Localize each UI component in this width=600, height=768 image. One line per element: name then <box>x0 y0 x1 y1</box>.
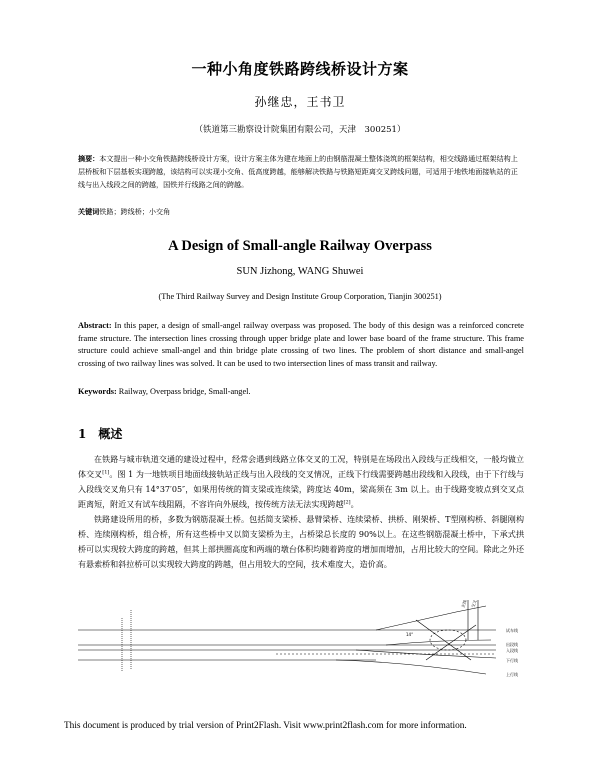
diverging-track <box>386 640 491 645</box>
chinese-keywords-label: 关键词 <box>78 207 100 216</box>
crossing-zone <box>430 630 466 650</box>
figure-label-right4: 下行线 <box>506 658 518 663</box>
trial-watermark-footer: This document is produced by trial version of Print2Flash. Visit www.print2flash.com for more information. <box>64 721 467 731</box>
chinese-authors: 孙继忠，王书卫 <box>254 95 346 109</box>
figure-label-right1: 试车线 <box>506 628 518 633</box>
chinese-keywords-text: 铁路；跨线桥；小交角 <box>99 207 171 216</box>
figure-label-right3: 入段线 <box>506 648 518 653</box>
chinese-abstract-text: 本文提出一种小交角铁路跨线桥设计方案，设计方案主体为建在地面上的由钢筋混凝土整体浇筑的框架结构，相交线路通过框架结构上层桥板和下层基板实现跨越，该结构可以实现小交角、低高度跨越，能够解决铁路与铁路短距离交叉跨线问题，可适用于地铁地面接轨站的正线与出入线段之间的跨越，国铁并行线路之间的跨越。 <box>78 154 518 189</box>
chinese-keywords <box>78 207 522 217</box>
diverging-track <box>376 606 486 630</box>
english-title: A Design of Small-angle Railway Overpass <box>168 238 432 254</box>
paragraph-1-text-b: 。图 1 为一地铁项目地面线接轨站正线与出入段线的交叉情况，正线下行线需要跨越出段线和入段线，由于下行线与入段线交叉角只有 14°37′05″，如果用传统的简支梁或连续梁，跨度达 40m，梁高须在 3m 以上。由于线路变坡点到交叉点距离短，附近又有试车线阻隔，不容许向外展线，按传统方法无法实现跨越 <box>78 470 524 510</box>
section-number: 1 <box>78 427 87 441</box>
body-paragraph-2: 铁路建设所用的桥，多数为钢筋混凝土桥。包括简支梁桥、悬臂梁桥、连续梁桥、拱桥、刚架桥、T型刚构桥、斜腿刚构桥、连续刚构桥，组合桥，所有这些桥中又以简支梁桥为主，占桥梁总长度的 90%以上。在这些钢筋混凝土桥中，下承式拱桥可以实现较大跨度的跨越，但其上部拱圈高度和两端的墩台体积均随着跨度的增加而增加，占用比较大的空间。除此之外还有悬索桥和斜拉桥可以实现较大跨度的跨越，但占用较大的空间，技术难度大，造价高。 <box>78 515 524 570</box>
chinese-title: 一种小角度铁路跨线桥设计方案 <box>191 60 409 78</box>
citation-1: [1] <box>102 469 110 476</box>
english-affiliation: (The Third Railway Survey and Design Institute Group Corporation, Tianjin 300251) <box>158 292 442 301</box>
track-layout-figure <box>76 600 536 682</box>
chinese-abstract <box>78 152 522 191</box>
paragraph-1-text-c: 。 <box>350 500 359 510</box>
body-paragraph-1 <box>78 452 524 512</box>
figure-label-top2: 交叉 <box>470 600 478 609</box>
section-heading <box>78 425 122 442</box>
english-keywords-text: Railway, Overpass bridge, Small-angel. <box>118 387 251 396</box>
english-keywords <box>78 387 524 396</box>
citation-2: [2] <box>343 499 351 506</box>
figure-label-right2: 出段线 <box>506 642 518 647</box>
figure-label-top1: 正线 <box>460 600 468 609</box>
english-abstract-text: In this paper, a design of small-angel railway overpass was proposed. The body of this design was a reinforced concrete frame structure. The intersection lines crossing through upper bridge plate and lower base board of the frame structure. This frame structure could achieve small-angel and thin bridge plate crossing of two lines. The problem of short distance and small-angel crossing of two railway lines was solved. It can be used to two intersection lines of mass transit and railway. <box>78 321 524 368</box>
english-abstract <box>78 320 524 370</box>
chinese-affiliation: （铁道第三勘察设计院集团有限公司，天津 300251） <box>194 125 406 135</box>
chinese-abstract-label: 摘要： <box>78 154 100 163</box>
figure-label-right5: 上行线 <box>506 672 518 677</box>
figure-label-angle: 14° <box>406 632 414 637</box>
section-title: 概述 <box>98 427 123 441</box>
track-layout-diagram <box>76 600 536 682</box>
english-authors: SUN Jizhong, WANG Shuwei <box>236 266 364 277</box>
diverging-track <box>336 660 486 674</box>
english-keywords-label: Keywords: <box>78 387 117 396</box>
english-abstract-label: Abstract: <box>78 321 112 330</box>
paragraph-1-text-a: 在铁路与城市轨道交通的建设过程中，经常会遇到线路立体交叉的工况，特别是在场段出入段线与正线相交，一般均做立体交叉 <box>78 455 524 480</box>
